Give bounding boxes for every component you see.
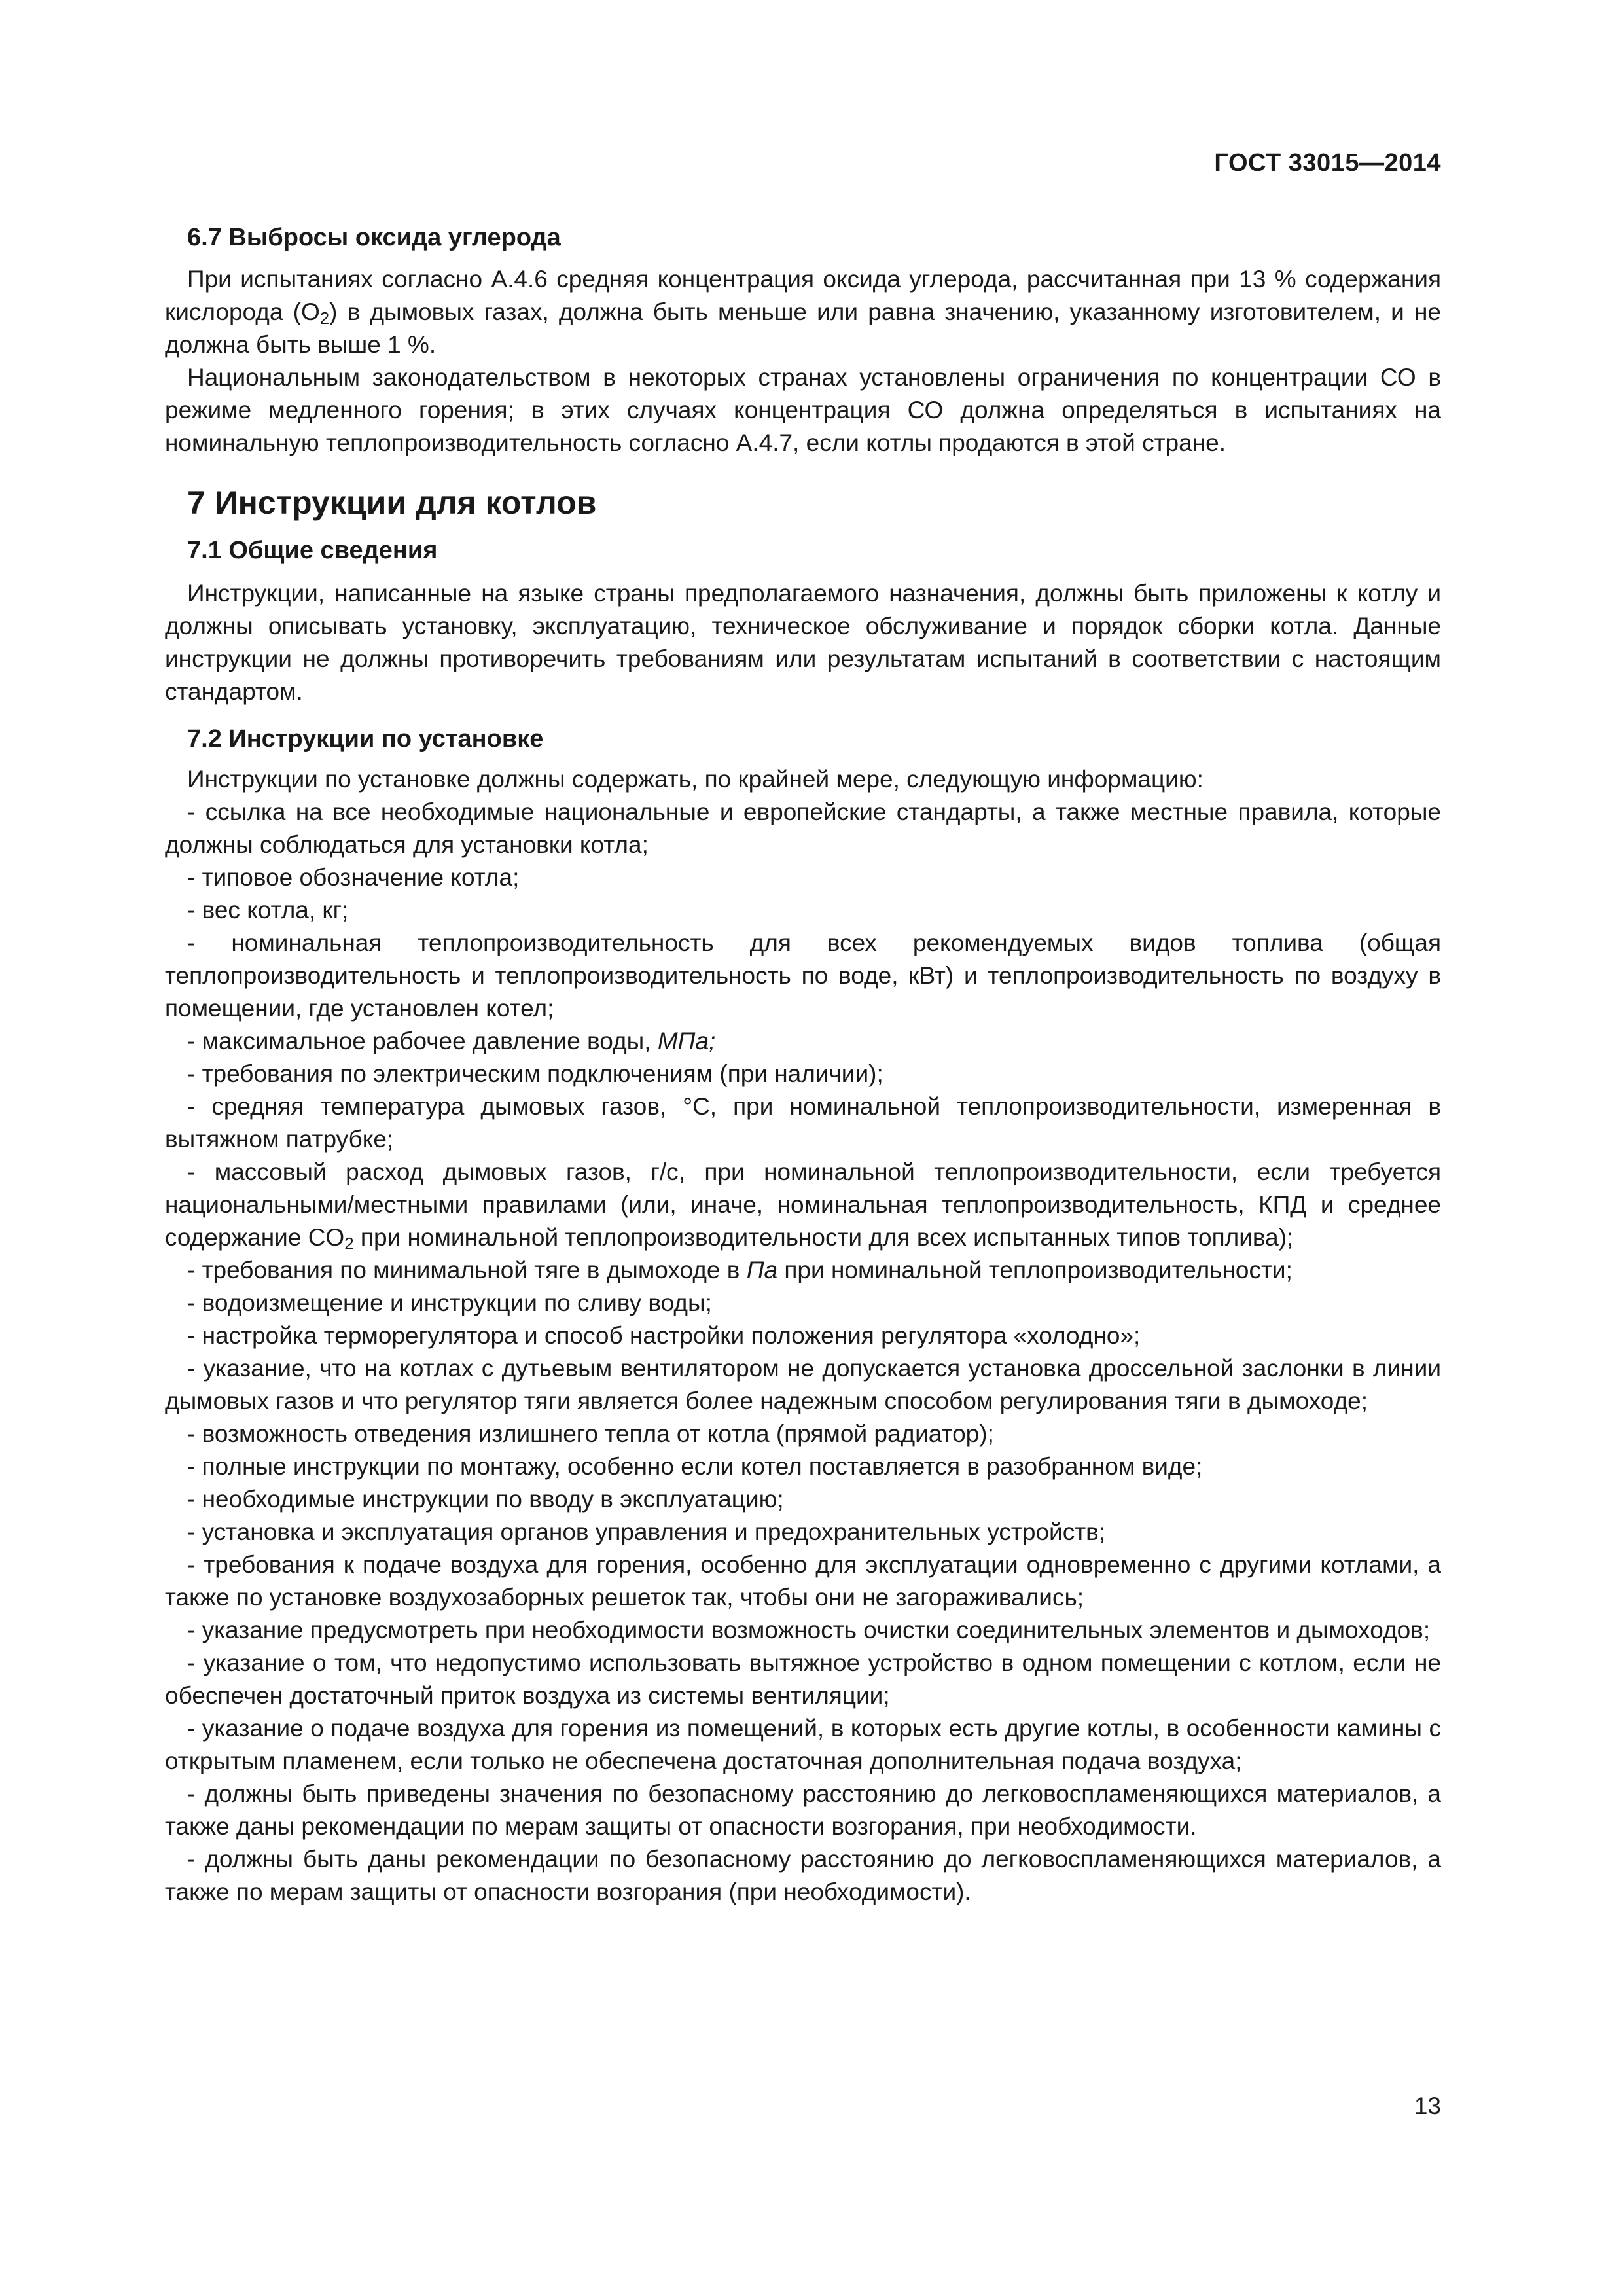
list-item: - номинальная теплопроизводительность для всех рекомендуемых видов топлива (общая теплопроизводительность и теплопроизводительность по воде, кВт) и теплопроизводительность по воздуху в помещении, где установлен котел; [165, 929, 1441, 1022]
section-7-2-heading: 7.2 Инструкции по установке [187, 725, 544, 753]
list-item: - настройка терморегулятора и способ настройки положения регулятора «холодно»; [187, 1322, 1141, 1349]
section-6-7-paragraph-1: При испытаниях согласно А.4.6 средняя концентрация оксида углерода, рассчитанная при 13 % содержания кислорода $(O_2)$ в дымовых газах, должна быть меньше или равна значению, указанному изготовителем, и не должна быть выше 1 %. [165, 266, 1442, 358]
list-item: - указание, что на котлах с дутьевым вентилятором не допускается установка дроссельной заслонки в линии дымовых газов и что регулятор тяги является более надежным способом регулирования тяги в дымоходе; [165, 1355, 1441, 1414]
list-item: - максимальное рабочее давление воды, МПа; [187, 1028, 716, 1054]
list-item: - ссылка на все необходимые национальные и европейские стандарты, а также местные правила, которые должны соблюдаться для установки котла; [165, 798, 1441, 858]
list-item: - требования к подаче воздуха для горения, особенно для эксплуатации одновременно с другими котлами, а также по установке воздухозаборных решеток так, чтобы они не загораживались; [165, 1551, 1441, 1611]
list-item: - вес котла, кг; [187, 897, 349, 924]
list-item: - требования по электрическим подключениям (при наличии); [187, 1060, 883, 1087]
list-item: - указание о подаче воздуха для горения из помещений, в которых есть другие котлы, в особенности камины с открытым пламенем, если только не обеспечена достаточная дополнительная подача воздуха; [165, 1715, 1441, 1774]
list-item: - возможность отведения излишнего тепла от котла (прямой радиатор); [187, 1420, 994, 1447]
page-number: 13 [1414, 2092, 1441, 2119]
list-item: - установка и эксплуатация органов управления и предохранительных устройств; [187, 1518, 1106, 1545]
section-6-7-heading: 6.7 Выбросы оксида углерода [187, 224, 561, 251]
list-item: - требования по минимальной тяге в дымоходе в Па при номинальной теплопроизводительности; [187, 1257, 1293, 1283]
section-7-heading: 7 Инструкции для котлов [187, 484, 597, 521]
page-content [165, 221, 1441, 1909]
list-item: - необходимые инструкции по вводу в эксплуатацию; [187, 1486, 784, 1513]
list-item: - полные инструкции по монтажу, особенно если котел поставляется в разобранном виде; [187, 1453, 1203, 1480]
list-item: - должны быть приведены значения по безопасному расстоянию до легковоспламеняющихся материалов, а также даны рекомендации по мерам защиты от опасности возгорания, при необходимости. [165, 1780, 1441, 1840]
list-item: - водоизмещение и инструкции по сливу воды; [187, 1289, 712, 1316]
list-item: - указание о том, что недопустимо использовать вытяжное устройство в одном помещении с котлом, если не обеспечен достаточный приток воздуха из системы вентиляции; [165, 1649, 1441, 1709]
list-item: - массовый расход дымовых газов, г/с, при номинальной теплопроизводительности, если требуется национальными/местными правилами (или, иначе, номинальная теплопроизводительность, КПД и среднее содержание $CO_2$ при номинальной теплопроизводительности для всех испытанных типов топлива); [165, 1158, 1441, 1253]
section-6-7-paragraph-2: Национальным законодательством в некоторых странах установлены ограничения по концентрации СО в режиме медленного горения; в этих случаях концентрация СО должна определяться в испытаниях на номинальную теплопроизводительность согласно А.4.7, если котлы продаются в этой стране. [165, 364, 1441, 456]
section-7-2-intro: Инструкции по установке должны содержать, по крайней мере, следующую информацию: [187, 766, 1204, 793]
list-item: - средняя температура дымовых газов, °С, при номинальной теплопроизводительности, измеренная в вытяжном патрубке; [165, 1093, 1441, 1153]
section-7-1-paragraph: Инструкции, написанные на языке страны предполагаемого назначения, должны быть приложены к котлу и должны описывать установку, эксплуатацию, техническое обслуживание и порядок сборки котла. Данные инструкции не должны противоречить требованиям или результатам испытаний в соответствии с настоящим стандартом. [165, 580, 1441, 705]
document-code: ГОСТ 33015—2014 [1214, 149, 1441, 177]
list-item: - должны быть даны рекомендации по безопасному расстоянию до легковоспламеняющихся материалов, а также по мерам защиты от опасности возгорания (при необходимости). [165, 1846, 1441, 1905]
list-item: - указание предусмотреть при необходимости возможность очистки соединительных элементов и дымоходов; [187, 1617, 1431, 1643]
list-item: - типовое обозначение котла; [187, 864, 520, 891]
section-7-1-heading: 7.1 Общие сведения [187, 537, 438, 564]
